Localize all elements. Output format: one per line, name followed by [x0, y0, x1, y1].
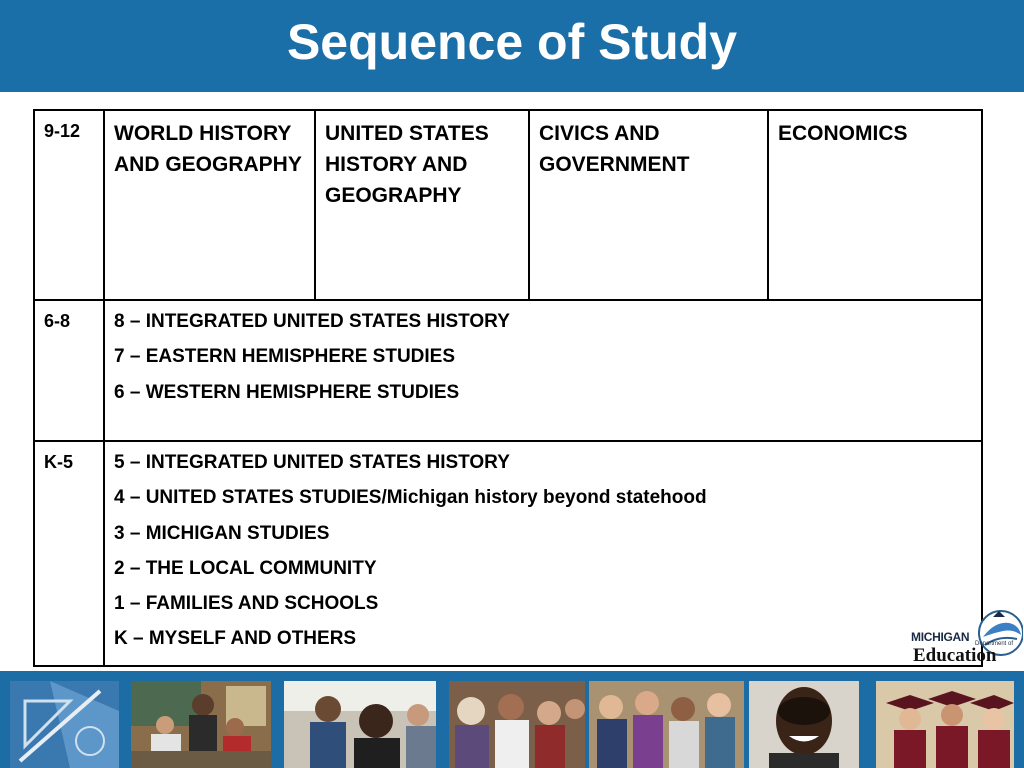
sequence-table [33, 109, 983, 667]
list-item: 5 – INTEGRATED UNITED STATES HISTORY [114, 452, 510, 473]
photo-classroom [131, 681, 271, 768]
logo-department-text: Department of [975, 641, 1014, 647]
logo-michigan-text: MICHIGAN [911, 630, 970, 644]
elementary-list [114, 445, 974, 657]
logo-education-text: Education [913, 645, 997, 666]
grade-label-9-12: 9-12 [44, 121, 81, 141]
middle-school-list [114, 304, 974, 410]
list-item: 3 – MICHIGAN STUDIES [114, 522, 330, 544]
list-item: 1 – FAMILIES AND SCHOOLS [114, 593, 379, 615]
photo-graduates [876, 681, 1014, 768]
course-civics: CIVICS AND GOVERNMENT [539, 122, 690, 176]
photo-smiling-student [749, 681, 859, 768]
row-divider [35, 440, 981, 442]
slide-title: Sequence of Study [286, 14, 738, 70]
list-item: K – MYSELF AND OTHERS [114, 628, 357, 650]
mde-logo [905, 607, 1023, 669]
photo-drafting-tools [10, 681, 119, 768]
photo-teen-group [449, 681, 585, 768]
list-item: 2 – THE LOCAL COMMUNITY [114, 557, 377, 579]
course-world-history: WORLD HISTORY AND GEOGRAPHY [114, 122, 302, 176]
column-divider [314, 111, 316, 299]
list-item: 7 – EASTERN HEMISPHERE STUDIES [114, 346, 456, 368]
list-item: 8 – INTEGRATED UNITED STATES HISTORY [114, 311, 510, 332]
photo-strip [0, 671, 1024, 768]
course-us-history: UNITED STATES HISTORY AND GEOGRAPHY [325, 122, 489, 207]
column-divider [103, 111, 105, 667]
column-divider [767, 111, 769, 299]
column-divider [528, 111, 530, 299]
course-economics: ECONOMICS [778, 122, 908, 145]
list-item: 4 – UNITED STATES STUDIES/Michigan history beyond statehood [114, 487, 707, 509]
list-item: 6 – WESTERN HEMISPHERE STUDIES [114, 381, 460, 403]
row-divider [35, 299, 981, 301]
photo-students-smiling [284, 681, 436, 768]
grade-label-k-5: K-5 [44, 452, 74, 472]
title-bar [0, 0, 1024, 92]
grade-label-6-8: 6-8 [44, 311, 71, 331]
photo-friends-group [589, 681, 744, 768]
